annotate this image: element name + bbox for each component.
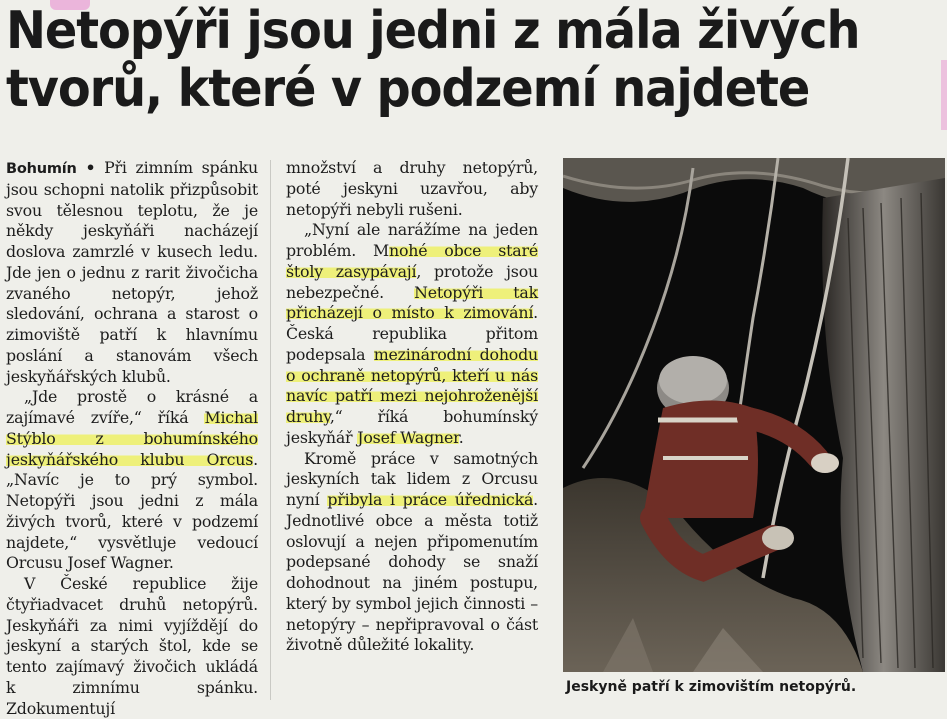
headline xyxy=(6,2,866,118)
highlighted-text: přibyla i práce úřednická xyxy=(327,490,534,509)
paragraph xyxy=(6,158,258,387)
caver-in-cave-illustration xyxy=(563,158,945,672)
text: , protože jsou nebezpečné. xyxy=(286,261,538,302)
paragraph xyxy=(6,574,258,719)
highlighted-text: Josef Wagner xyxy=(357,427,459,447)
text: V České republice žije čtyřiadvacet druhů netopýrů. Jeskyňáři za nimi vyjíždějí do jeskyní a starých štol, kde se tento zajímavý živočich ukládá k zimnímu spánku. Zdokumentují xyxy=(6,574,258,718)
column-divider xyxy=(270,160,271,700)
text: množství a druhy netopýrů, poté jeskyni uzavřou, aby netopýři nebyli rušeni. xyxy=(286,158,538,219)
headline-line-2: tvorů, které v podzemí najdete xyxy=(6,59,810,119)
headline-line-1: Netopýři jsou jedni z mála živých xyxy=(6,1,860,61)
paragraph xyxy=(286,449,538,657)
highlighted-text: nohé obce staré štoly zasypávají xyxy=(286,241,539,281)
dateline-bullet: • xyxy=(85,158,96,177)
highlighted-text: mezinárodní dohodu o ochraně netopýrů, kteří u nás navíc patří mezi nejohroženější druhy xyxy=(286,344,538,426)
pink-highlighter-mark-right xyxy=(941,60,947,130)
text: Kromě práce v samotných jeskyních tak lidem z Orcusu nyní xyxy=(286,448,538,509)
text: . Česká republika přitom podepsala xyxy=(286,303,538,364)
photo-caption: Jeskyně patří k zimovištím netopýrů. xyxy=(566,679,857,695)
dateline-city: Bohumín xyxy=(6,161,77,177)
highlighted-text: Michal Stýblo z bohumínského jeskyňářského klubu Orcus xyxy=(6,408,258,469)
text: Při zimním spánku jsou schopni natolik přizpůsobit svou tělesnou teplotu, že je někdy jeskyňáři nacházejí doslova zamrzlé v kusech ledu. Jde jen o jednu z rarit živočicha zvaného netopýr, jehož sledování, ochrana a starost o zimoviště patří k hlavnímu poslání a stanovám všech jeskyňářských klubů. xyxy=(6,158,258,386)
text: . „Navíc je to prý symbol. Netopýři jsou jedni z mála živých tvorů, které v podzemí najdete,“ vysvětluje vedoucí Orcusu Josef Wagner. xyxy=(6,449,258,573)
paragraph xyxy=(6,387,258,574)
highlighted-text: Netopýři tak přicházejí o místo k zimování xyxy=(286,282,538,323)
paragraph xyxy=(286,220,538,448)
text: „Jde prostě o krásné a zajímavé zvíře,“ říká xyxy=(6,387,258,427)
paragraph xyxy=(286,158,538,220)
text: ,“ říká bohumínský jeskyňář xyxy=(286,407,538,447)
text: . xyxy=(458,427,464,447)
text: . Jednotlivé obce a města totiž oslovují a nejen připomenutím podepsané dohody se snaží dohodnout na jiném postupu, který by symbol jejich činnosti – netopýry – nepřipravoval o část životně důležité lokality. xyxy=(286,490,538,655)
article-column-1 xyxy=(6,158,258,719)
text: „Nyní ale narážíme na jeden problém. M xyxy=(286,220,538,260)
cave-photo xyxy=(563,158,945,672)
article-column-2 xyxy=(286,158,538,656)
